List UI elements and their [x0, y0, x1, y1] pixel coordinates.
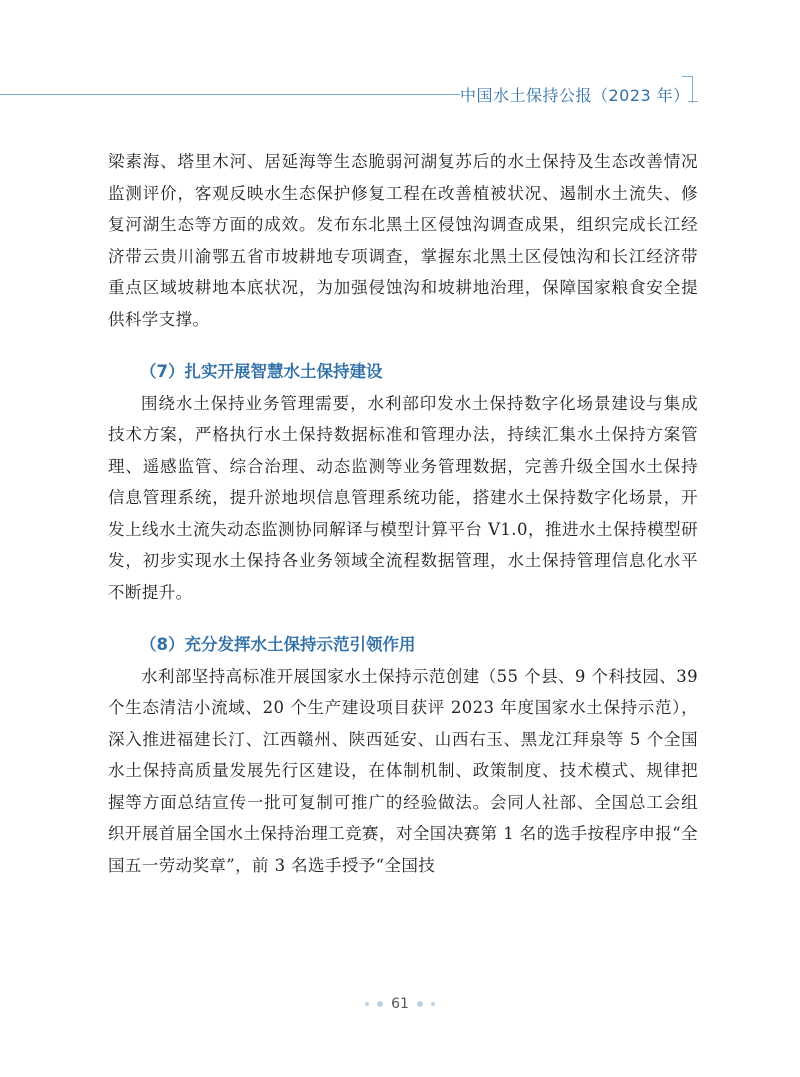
running-header-title: 中国水土保持公报（2023 年）: [460, 76, 682, 112]
paragraph-demonstration: 水利部坚持高标准开展国家水土保持示范创建（55 个县、9 个科技园、39 个生态清洁小流域、20 个生产建设项目获评 2023 年度国家水土保持示范），深入推进福建长汀、江西赣州、陕西延安、山西右玉、黑龙江拜泉等 5 个全国水土保持高质量发展先行区建设，在体制机制、政策制度、技术模式、规律把握等方面总结宣传一批可复制可推广的经验做法。会同人社部、全国总工会组织开展首届全国水土保持治理工竞赛，对全国决赛第 1 名的选手按程序申报“全国五一劳动奖章”，前 3 名选手授予“全国技: [108, 666, 698, 875]
paragraph-continuation: 梁素海、塔里木河、居延海等生态脆弱河湖复苏后的水土保持及生态改善情况监测评价，客观反映水生态保护修复工程在改善植被状况、遏制水土流失、修复河湖生态等方面的成效。发布东北黑土区侵蚀沟调查成果，组织完成长江经济带云贵川渝鄂五省市坡耕地专项调查，掌握东北黑土区侵蚀沟和长江经济带重点区域坡耕地本底状况，为加强侵蚀沟和坡耕地治理，保障国家粮食安全提供科学支撑。: [108, 152, 698, 329]
page-body: [108, 146, 698, 881]
section-heading-8: （8）充分发挥水土保持示范引领作用: [140, 635, 416, 654]
page-footer: [0, 996, 800, 1012]
decor-dot-icon: [377, 1001, 383, 1007]
paragraph-smart-soil-conservation: 围绕水土保持业务管理需要，水利部印发水土保持数字化场景建设与集成技术方案，严格执行水土保持数据标准和管理办法，持续汇集水土保持方案管理、遥感监管、综合治理、动态监测等业务管理数据，完善升级全国水土保持信息管理系统，提升淤地坝信息管理系统功能，搭建水土保持数字化场景，开发上线水土流失动态监测协同解译与模型计算平台 V1.0，推进水土保持模型研发，初步实现水土保持各业务领域全流程数据管理，水土保持管理信息化水平不断提升。: [108, 393, 698, 602]
page-number: 61: [391, 996, 409, 1012]
section-heading-7: （7）扎实开展智慧水土保持建设: [140, 362, 383, 381]
decor-dot-icon: [431, 1002, 435, 1006]
decor-dot-icon: [417, 1001, 423, 1007]
decor-dot-icon: [365, 1002, 369, 1006]
